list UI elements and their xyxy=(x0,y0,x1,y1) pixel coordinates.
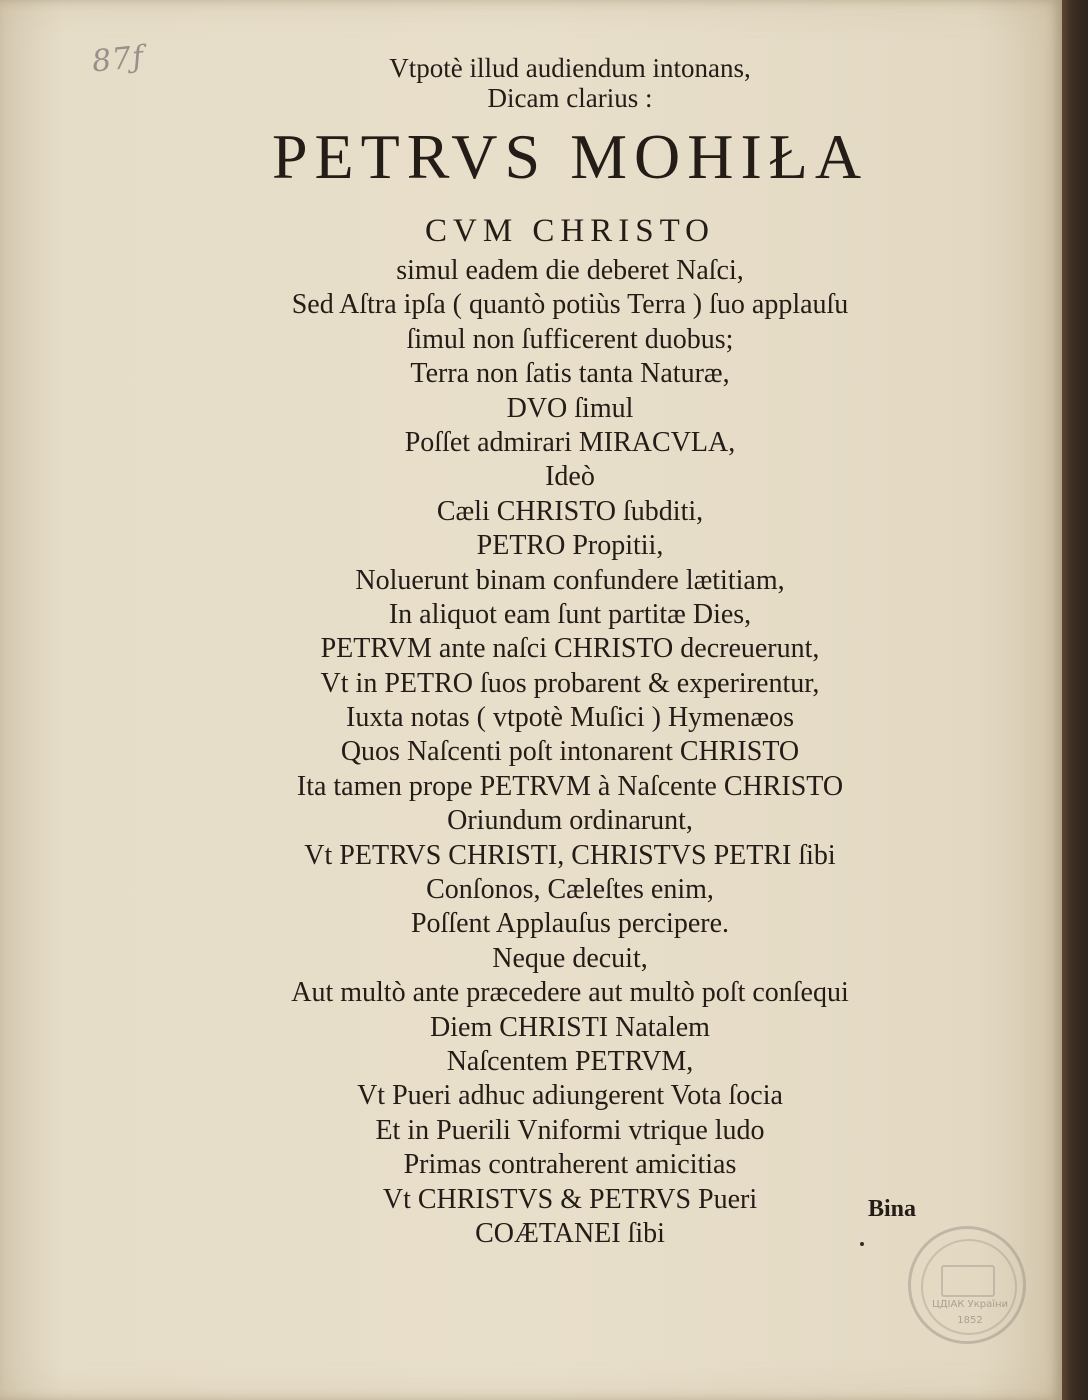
subheading: CVM CHRISTO xyxy=(424,213,716,249)
text-line: Diem CHRISTI Natalem xyxy=(430,1011,710,1043)
text-line: Conſonos, Cæleſtes enim, xyxy=(426,874,714,906)
stamp-label: ЦДІАК України xyxy=(931,1299,1009,1310)
text-line: DVO ſimul xyxy=(506,392,634,424)
text-line: Et in Puerili Vniformi vtrique ludo xyxy=(375,1114,765,1146)
text-line: In aliquot eam ſunt partitæ Dies, xyxy=(388,598,752,630)
text-line: Aut multò ante præcedere aut multò poſt conſequi xyxy=(291,977,849,1009)
text-line: Vt CHRISTVS & PETRVS Pueri xyxy=(382,1183,758,1215)
archive-stamp xyxy=(908,1226,1026,1344)
text-line: PETRVM ante naſci CHRISTO decreuerunt, xyxy=(320,633,820,665)
text-line: Neque decuit, xyxy=(492,942,648,974)
book-icon xyxy=(941,1265,995,1297)
text-line: Poſſet admirari MIRACVLA, xyxy=(404,426,736,458)
text-line: Vt Pueri adhuc adiungerent Vota ſocia xyxy=(357,1080,783,1112)
text-line: Naſcentem PETRVM, xyxy=(446,1045,694,1077)
text-line: Oriundum ordinarunt, xyxy=(447,805,693,837)
text-line: Poſſent Applauſus percipere. xyxy=(410,908,730,940)
heading-name: PETRVS MOHIŁA xyxy=(271,121,869,192)
book-edge xyxy=(1062,0,1088,1400)
page-text-block xyxy=(150,55,990,1254)
text-line: Primas contraherent amicitias xyxy=(403,1149,737,1181)
text-line: simul eadem die deberet Naſci, xyxy=(396,255,744,286)
text-line: Iuxta notas ( vtpotè Muſici ) Hymenæos xyxy=(346,702,794,734)
text-line: PETRO Propitii, xyxy=(476,530,664,562)
text-line: COÆTANEI ſibi xyxy=(475,1217,665,1249)
text-line: Sed Aſtra ipſa ( quantò potiùs Terra ) ſuo applauſu xyxy=(291,289,849,321)
text-line: Vtpotè illud audiendum intonans, xyxy=(389,53,751,83)
text-line: Dicam clarius : xyxy=(487,83,653,113)
text-line: Vt in PETRO ſuos probarent & experirentur, xyxy=(320,667,820,699)
text-line: Terra non ſatis tanta Naturæ, xyxy=(410,358,730,390)
text-line: Cæli CHRISTO ſubditi, xyxy=(436,495,704,527)
ink-speck xyxy=(860,1242,864,1246)
text-line: Ideò xyxy=(545,461,595,493)
text-line: Vt PETRVS CHRISTI, CHRISTVS PETRI ſibi xyxy=(304,839,836,871)
shelfmark-annotation: 87ƒ xyxy=(90,39,146,80)
catchword: Bina xyxy=(868,1196,917,1222)
text-line: ſimul non ſufficerent duobus; xyxy=(406,323,734,355)
text-line: Noluerunt binam confundere lætitiam, xyxy=(355,564,785,596)
text-line: Quos Naſcenti poſt intonarent CHRISTO xyxy=(340,736,800,768)
stamp-year: 1852 xyxy=(957,1315,983,1326)
text-line: Ita tamen prope PETRVM à Naſcente CHRISTO xyxy=(296,770,844,802)
